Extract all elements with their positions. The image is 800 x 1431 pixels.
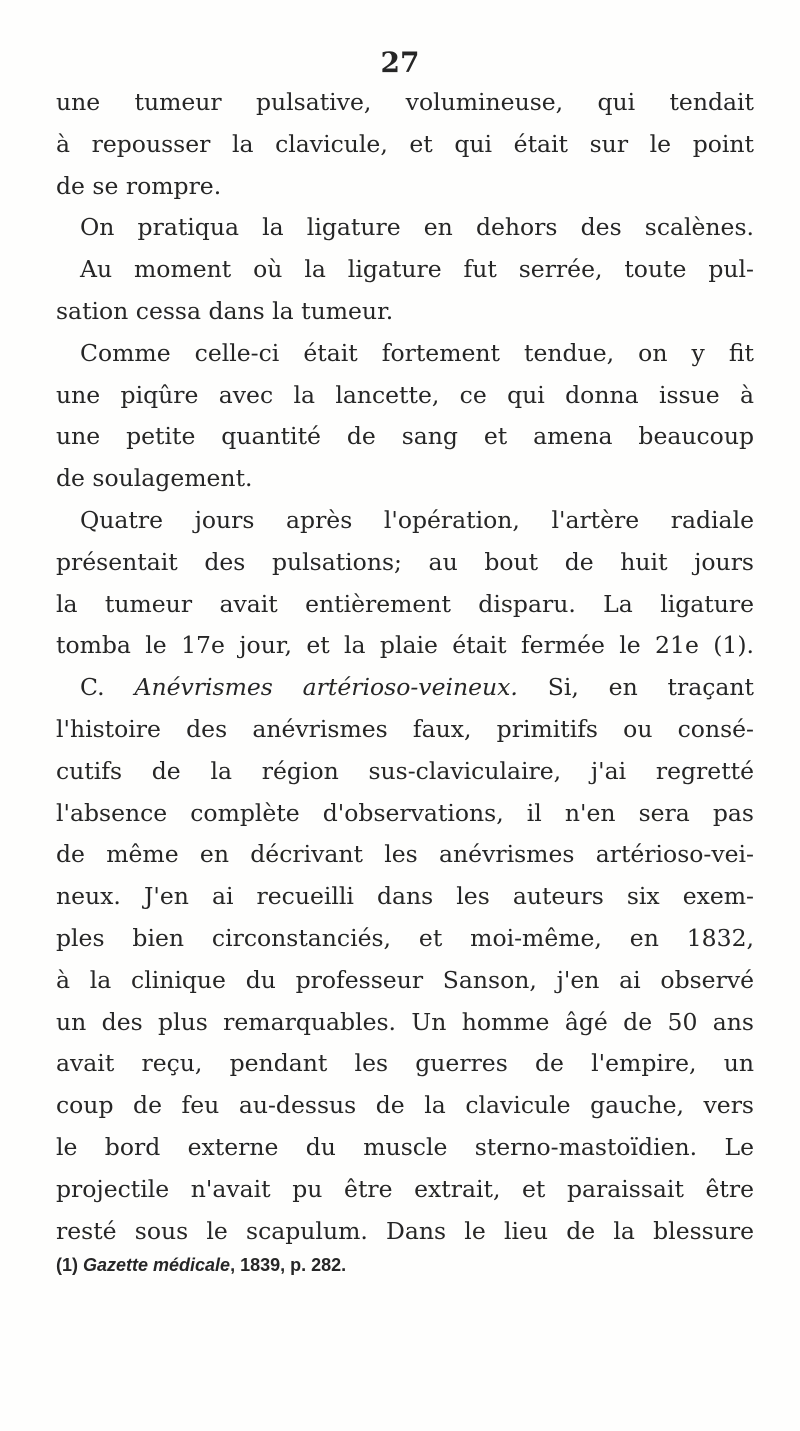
body-text [56, 82, 754, 1252]
text-line: tomba le 17e jour, et la plaie était fermée le 21e (1). [56, 631, 754, 660]
text-line: Au moment où la ligature fut serrée, toute pul- [80, 255, 754, 284]
footnote-marker: (1) [56, 1255, 83, 1275]
text-line: un des plus remarquables. Un homme âgé de 50 ans [56, 1007, 754, 1036]
text-line: sation cessa dans la tumeur. [56, 296, 394, 325]
text-line: de se rompre. [56, 171, 222, 200]
text-line: avait reçu, pendant les guerres de l'empire, un [56, 1049, 754, 1078]
footnote-details: , 1839, p. 282. [230, 1255, 347, 1275]
footnote [56, 1254, 346, 1276]
text-line: l'absence complète d'observations, il n'en sera pas [56, 798, 754, 827]
section-title: Anévrismes artérioso-veineux. [134, 673, 518, 702]
section-heading-line [56, 667, 754, 709]
text-line: une tumeur pulsative, volumineuse, qui tendait [56, 88, 754, 116]
text-line: ples bien circonstanciés, et moi-même, en 1832, [56, 923, 754, 952]
text-line: à la clinique du professeur Sanson, j'en ai observé [56, 965, 754, 994]
text-line: de même en décrivant les anévrismes artérioso-vei- [56, 840, 754, 869]
text-line: projectile n'avait pu être extrait, et paraissait être [56, 1174, 754, 1203]
text-line: cutifs de la région sus-claviculaire, j'ai regretté [56, 756, 754, 785]
text-line: à repousser la clavicule, et qui était sur le point [56, 129, 754, 158]
text-line: Comme celle-ci était fortement tendue, on y fit [80, 338, 754, 367]
footnote-source: Gazette médicale [83, 1255, 231, 1275]
text-line: coup de feu au-dessus de la clavicule gauche, vers [56, 1091, 754, 1120]
text-line: l'histoire des anévrismes faux, primitifs ou consé- [56, 714, 754, 743]
text-line: neux. J'en ai recueilli dans les auteurs six exem- [56, 882, 754, 911]
section-label: C. [80, 673, 135, 702]
text-line: Quatre jours après l'opération, l'artère radiale [80, 505, 754, 534]
text-line: présentait des pulsations; au bout de huit jours [56, 547, 754, 576]
text-line: une petite quantité de sang et amena beaucoup [56, 422, 754, 451]
text-line: On pratiqua la ligature en dehors des scalènes. [80, 213, 754, 242]
text-line: le bord externe du muscle sterno-mastoïdien. Le [56, 1132, 754, 1161]
page-number: 27 [380, 46, 420, 79]
section-text: Si, en traçant [517, 673, 754, 702]
text-line: la tumeur avait entièrement disparu. La ligature [56, 589, 754, 618]
text-line: resté sous le scapulum. Dans le lieu de la blessure [56, 1216, 754, 1245]
text-line: de soulagement. [56, 464, 253, 493]
text-line: une piqûre avec la lancette, ce qui donna issue à [56, 380, 754, 409]
